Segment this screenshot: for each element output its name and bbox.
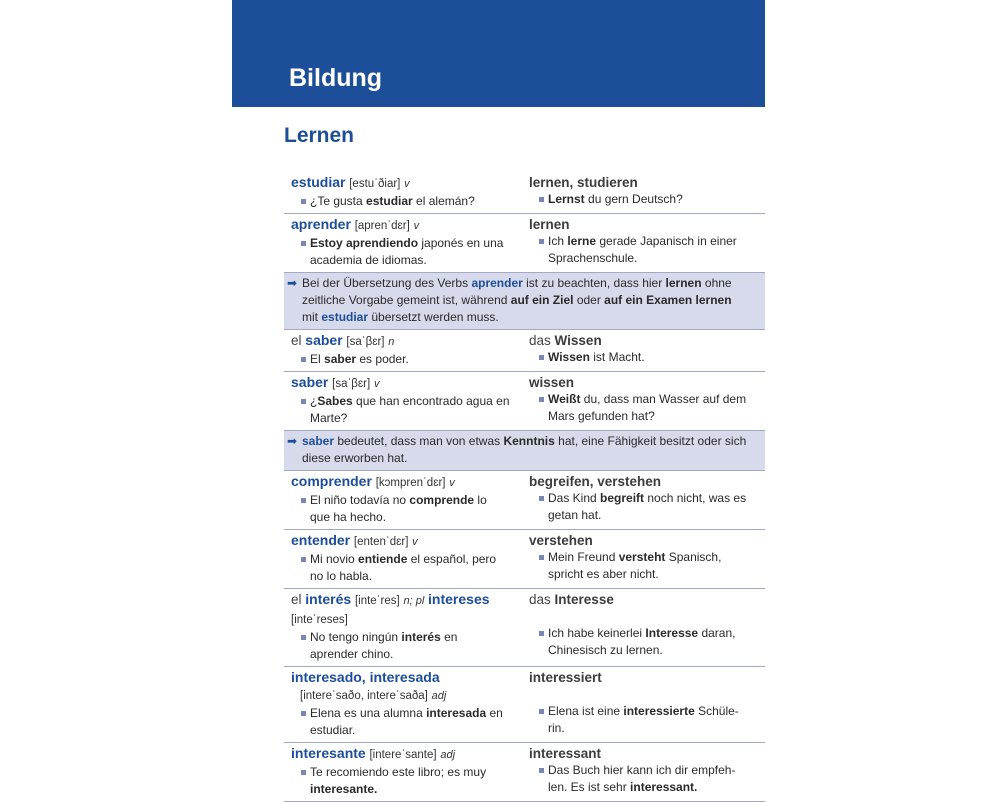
translation: begreifen, verstehen (529, 474, 662, 489)
pronunciation: [aprenˈdɛr] (354, 220, 410, 232)
translation: Interesse (554, 592, 614, 607)
plural-pronunciation: [inteˈreses] (291, 614, 348, 626)
spanish-column (284, 532, 529, 585)
spanish-column (284, 591, 529, 663)
usage-note: ➡ saber bedeutet, dass man von etwas Kenntnis hat, eine Fähigkeit besitzt oder sich diese erworben hat. (284, 431, 765, 471)
spanish-column (284, 332, 529, 368)
headword: interés (305, 591, 352, 607)
translation: interessiert (529, 670, 602, 685)
vocab-entry-interes (284, 589, 765, 667)
pronunciation: [estuˈðiar] (349, 178, 401, 190)
spanish-column (284, 374, 529, 427)
german-column (529, 374, 765, 427)
vocab-entry-interesante (284, 743, 765, 802)
headword: interesado, interesada (291, 669, 440, 685)
article: das (529, 333, 551, 348)
example-spanish: El saber es poder. (291, 351, 529, 368)
part-of-speech: v (413, 220, 420, 232)
pronunciation: [saˈβɛr] (346, 336, 385, 348)
example-spanish: Te recomiendo este libro; es muy interesante. (291, 764, 529, 798)
german-column (529, 669, 765, 739)
example-german: Ich habe keinerlei Interesse daran, Chinesisch zu lernen. (529, 625, 765, 659)
example-spanish: Elena es una alumna interesada en estudiar. (291, 705, 529, 739)
arrow-right-icon: ➡ (287, 276, 298, 290)
vocab-entry-saber-verb (284, 372, 765, 431)
translation: wissen (529, 375, 575, 390)
spanish-column (284, 216, 529, 269)
german-column (529, 473, 765, 526)
article: das (529, 592, 551, 607)
part-of-speech: v (449, 477, 455, 489)
german-column (529, 174, 765, 210)
example-german: Das Kind begreift noch nicht, was es getan hat. (529, 490, 765, 524)
translation: interessant (529, 746, 602, 761)
headword: saber (305, 332, 343, 348)
pronunciation: [saˈβɛr] (332, 378, 371, 390)
arrow-right-icon: ➡ (287, 434, 298, 448)
plural-form: intereses (428, 591, 490, 607)
example-spanish: ¿Sabes que han encontrado agua en Marte? (291, 393, 529, 427)
section-title: Lernen (284, 124, 355, 147)
part-of-speech: n; pl (403, 595, 425, 607)
example-spanish: Estoy aprendiendo japonés en una academia de idiomas. (291, 235, 529, 269)
vocab-entry-aprender (284, 214, 765, 273)
part-of-speech: n (388, 336, 395, 348)
pronunciation: [intereˈsante] (369, 749, 437, 761)
translation: verstehen (529, 533, 593, 548)
chapter-title: Bildung (289, 64, 383, 92)
headword: estudiar (291, 174, 346, 190)
vocab-entry-saber-noun (284, 330, 765, 372)
german-column (529, 332, 765, 368)
german-column (529, 591, 765, 663)
part-of-speech: adj (440, 749, 456, 761)
usage-note: ➡ Bei der Übersetzung des Verbs aprender ist zu beachten, dass hier lernen ohne zeitliche Vorgabe gemeint ist, während auf ein Ziel oder auf ein Examen lernen mit estudiar übersetzt werden muss. (284, 273, 765, 330)
dictionary-page (232, 0, 765, 800)
part-of-speech: v (404, 178, 410, 190)
example-german: Elena ist eine interessierte Schüle- rin. (529, 703, 765, 737)
headword: entender (291, 532, 351, 548)
part-of-speech: adj (431, 690, 447, 702)
translation: Wissen (554, 333, 602, 348)
pronunciation: [kɔmprenˈdɛr] (375, 477, 446, 489)
example-german: Ich lerne gerade Japanisch in einer Sprachenschule. (529, 233, 765, 267)
article: el (291, 592, 302, 607)
example-spanish: El niño todavía no comprende lo que ha hecho. (291, 492, 529, 526)
spanish-column (284, 473, 529, 526)
pronunciation: [entenˈdɛr] (353, 536, 409, 548)
translation: lernen (529, 217, 570, 232)
article: el (291, 333, 302, 348)
part-of-speech: v (412, 536, 418, 548)
example-german: Mein Freund versteht Spanisch, spricht es aber nicht. (529, 549, 765, 583)
german-column (529, 216, 765, 269)
vocab-entry-estudiar (284, 172, 765, 214)
part-of-speech: v (373, 378, 380, 390)
vocab-entry-interesado (284, 667, 765, 743)
vocabulary-list (284, 172, 765, 802)
example-german: Weißt du, dass man Wasser auf dem Mars gefunden hat? (529, 391, 765, 425)
german-column (529, 532, 765, 585)
headword: aprender (291, 216, 351, 232)
spanish-column (284, 745, 529, 798)
spanish-column (284, 669, 529, 739)
example-spanish: Mi novio entiende el español, pero no lo habla. (291, 551, 529, 585)
pronunciation: [intereˈsaðo, intereˈsaða] (300, 690, 428, 702)
example-spanish: ¿Te gusta estudiar el alemán? (291, 193, 529, 210)
translation: lernen, studieren (529, 175, 638, 190)
german-column (529, 745, 765, 798)
chapter-header (232, 0, 765, 107)
example-german: Wissen ist Macht. (529, 349, 765, 366)
headword: saber (291, 374, 329, 390)
vocab-entry-entender (284, 530, 765, 589)
spanish-column (284, 174, 529, 210)
pronunciation: [inteˈres] (354, 595, 400, 607)
headword: comprender (291, 473, 372, 489)
example-german: Das Buch hier kann ich dir empfeh- len. Es ist sehr interessant. (529, 762, 765, 796)
example-spanish: No tengo ningún interés en aprender chino. (291, 629, 529, 663)
headword: interesante (291, 745, 366, 761)
vocab-entry-comprender (284, 471, 765, 530)
example-german: Lernst du gern Deutsch? (529, 191, 765, 208)
